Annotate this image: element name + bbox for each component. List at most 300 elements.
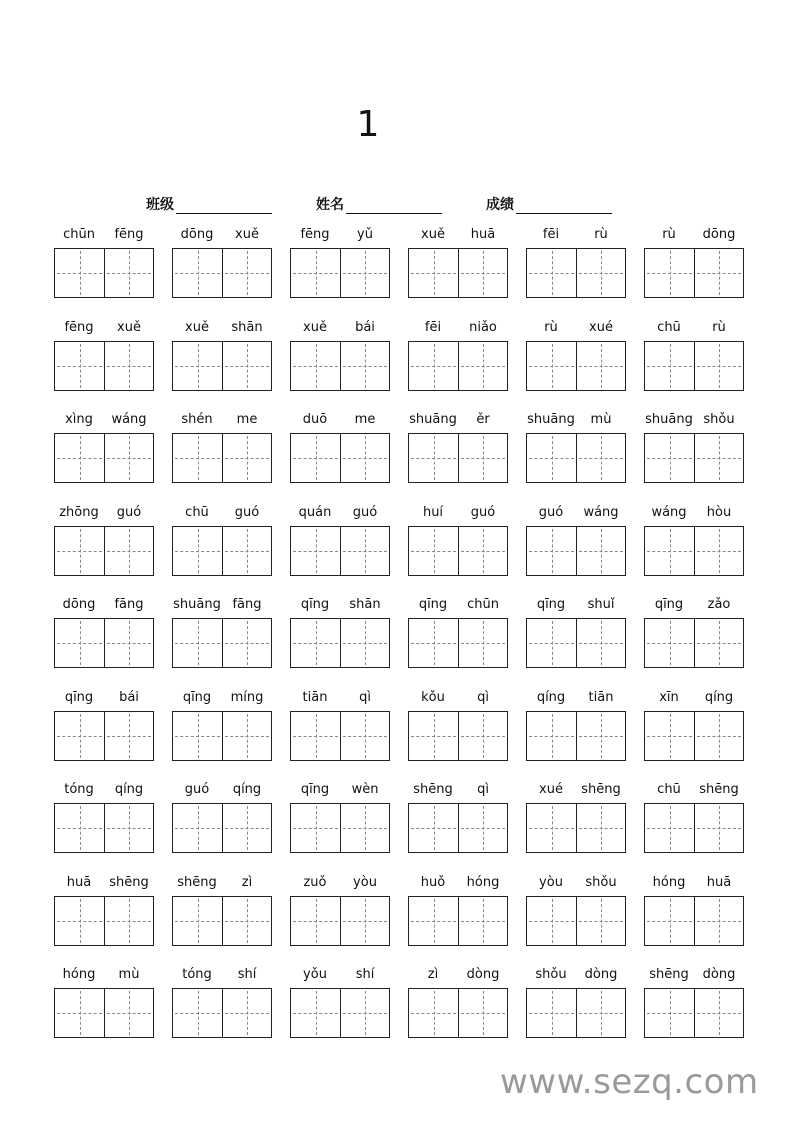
pinyin-syllable: ěr bbox=[476, 412, 490, 427]
name-field[interactable] bbox=[316, 194, 442, 214]
pinyin-syllable: shǒu bbox=[703, 412, 735, 427]
tian-zi-ge-boxes bbox=[290, 711, 390, 761]
pinyin-syllable: shǒu bbox=[535, 967, 567, 982]
horizontal-guide-line bbox=[647, 643, 692, 644]
character-writing-cell[interactable] bbox=[694, 434, 743, 482]
horizontal-guide-line bbox=[697, 273, 741, 274]
tian-zi-ge-boxes bbox=[408, 618, 508, 668]
horizontal-guide-line bbox=[529, 736, 574, 737]
horizontal-guide-line bbox=[225, 643, 269, 644]
character-writing-cell[interactable] bbox=[291, 527, 340, 575]
tian-zi-ge-boxes bbox=[526, 433, 626, 483]
student-info-header bbox=[0, 194, 800, 216]
horizontal-guide-line bbox=[107, 921, 151, 922]
character-writing-cell[interactable] bbox=[340, 897, 389, 945]
character-writing-cell[interactable] bbox=[55, 989, 104, 1037]
horizontal-guide-line bbox=[293, 921, 338, 922]
character-writing-cell[interactable] bbox=[645, 434, 694, 482]
pinyin-syllable: zuǒ bbox=[303, 875, 327, 890]
horizontal-guide-line bbox=[57, 921, 102, 922]
horizontal-guide-line bbox=[57, 551, 102, 552]
tian-zi-ge-boxes bbox=[54, 803, 154, 853]
horizontal-guide-line bbox=[461, 1013, 505, 1014]
pinyin-syllable: yòu bbox=[353, 875, 377, 890]
character-writing-cell[interactable] bbox=[576, 434, 625, 482]
pinyin-syllable: fāng bbox=[114, 597, 144, 612]
pinyin-syllable: shuāng bbox=[645, 412, 693, 427]
horizontal-guide-line bbox=[343, 458, 387, 459]
character-writing-cell[interactable] bbox=[694, 619, 743, 667]
character-writing-cell[interactable] bbox=[104, 249, 153, 297]
character-writing-cell[interactable] bbox=[458, 897, 507, 945]
character-writing-cell[interactable] bbox=[527, 619, 576, 667]
pinyin-syllable: rù bbox=[712, 320, 726, 335]
character-writing-cell[interactable] bbox=[458, 989, 507, 1037]
pinyin-syllable: qíng bbox=[114, 782, 144, 797]
horizontal-guide-line bbox=[647, 1013, 692, 1014]
pinyin-syllable: me bbox=[236, 412, 258, 427]
class-field[interactable] bbox=[146, 194, 272, 214]
pinyin-syllable: qì bbox=[359, 690, 371, 705]
horizontal-guide-line bbox=[107, 1013, 151, 1014]
tian-zi-ge-boxes bbox=[172, 803, 272, 853]
tian-zi-ge-boxes bbox=[290, 896, 390, 946]
horizontal-guide-line bbox=[411, 458, 456, 459]
pinyin-syllable: zì bbox=[241, 875, 253, 890]
tian-zi-ge-boxes bbox=[290, 433, 390, 483]
tian-zi-ge-boxes bbox=[408, 526, 508, 576]
horizontal-guide-line bbox=[343, 551, 387, 552]
pinyin-syllable: hòu bbox=[706, 505, 732, 520]
horizontal-guide-line bbox=[107, 736, 151, 737]
tian-zi-ge-boxes bbox=[290, 526, 390, 576]
character-writing-cell[interactable] bbox=[291, 249, 340, 297]
horizontal-guide-line bbox=[579, 828, 623, 829]
horizontal-guide-line bbox=[647, 366, 692, 367]
pinyin-syllable: xuě bbox=[117, 320, 141, 335]
character-writing-cell[interactable] bbox=[576, 989, 625, 1037]
character-writing-cell[interactable] bbox=[409, 804, 458, 852]
character-writing-cell[interactable] bbox=[340, 619, 389, 667]
horizontal-guide-line bbox=[175, 643, 220, 644]
character-writing-cell[interactable] bbox=[458, 249, 507, 297]
character-writing-cell[interactable] bbox=[55, 434, 104, 482]
horizontal-guide-line bbox=[57, 736, 102, 737]
character-writing-cell[interactable] bbox=[55, 712, 104, 760]
pinyin-syllable: huā bbox=[66, 875, 92, 890]
tian-zi-ge-boxes bbox=[290, 248, 390, 298]
pinyin-syllable: shēng bbox=[177, 875, 217, 890]
pinyin-syllable: bái bbox=[355, 320, 375, 335]
character-writing-cell[interactable] bbox=[291, 712, 340, 760]
horizontal-guide-line bbox=[107, 273, 151, 274]
character-writing-cell[interactable] bbox=[694, 712, 743, 760]
pinyin-syllable: fēi bbox=[542, 227, 560, 242]
pinyin-syllable: dōng bbox=[62, 597, 96, 612]
character-writing-cell[interactable] bbox=[409, 434, 458, 482]
tian-zi-ge-boxes bbox=[408, 896, 508, 946]
pinyin-syllable: qì bbox=[477, 782, 489, 797]
tian-zi-ge-boxes bbox=[172, 433, 272, 483]
horizontal-guide-line bbox=[411, 366, 456, 367]
horizontal-guide-line bbox=[529, 458, 574, 459]
character-writing-cell[interactable] bbox=[645, 712, 694, 760]
horizontal-guide-line bbox=[175, 273, 220, 274]
tian-zi-ge-boxes bbox=[408, 711, 508, 761]
pinyin-syllable: huā bbox=[706, 875, 732, 890]
character-writing-cell[interactable] bbox=[645, 249, 694, 297]
character-writing-cell[interactable] bbox=[576, 249, 625, 297]
tian-zi-ge-boxes bbox=[54, 433, 154, 483]
tian-zi-ge-boxes bbox=[54, 618, 154, 668]
pinyin-syllable: guó bbox=[352, 505, 378, 520]
character-writing-cell[interactable] bbox=[409, 342, 458, 390]
pinyin-syllable: wáng bbox=[583, 505, 619, 520]
character-writing-cell[interactable] bbox=[458, 619, 507, 667]
character-writing-cell[interactable] bbox=[340, 712, 389, 760]
pinyin-syllable: wáng bbox=[111, 412, 147, 427]
pinyin-syllable: guó bbox=[538, 505, 564, 520]
character-writing-cell[interactable] bbox=[340, 804, 389, 852]
tian-zi-ge-boxes bbox=[290, 618, 390, 668]
pinyin-syllable: zǎo bbox=[707, 597, 731, 612]
character-writing-cell[interactable] bbox=[173, 342, 222, 390]
character-writing-cell[interactable] bbox=[104, 619, 153, 667]
character-writing-cell[interactable] bbox=[694, 527, 743, 575]
pinyin-syllable: dòng bbox=[466, 967, 500, 982]
horizontal-guide-line bbox=[293, 366, 338, 367]
horizontal-guide-line bbox=[225, 366, 269, 367]
horizontal-guide-line bbox=[697, 643, 741, 644]
horizontal-guide-line bbox=[107, 458, 151, 459]
horizontal-guide-line bbox=[529, 366, 574, 367]
character-writing-cell[interactable] bbox=[222, 249, 271, 297]
character-writing-cell[interactable] bbox=[340, 527, 389, 575]
horizontal-guide-line bbox=[175, 551, 220, 552]
horizontal-guide-line bbox=[343, 273, 387, 274]
character-writing-cell[interactable] bbox=[340, 342, 389, 390]
character-writing-cell[interactable] bbox=[645, 989, 694, 1037]
pinyin-syllable: yòu bbox=[539, 875, 563, 890]
page-number: 1 bbox=[356, 104, 380, 145]
character-writing-cell[interactable] bbox=[458, 434, 507, 482]
tian-zi-ge-boxes bbox=[644, 711, 744, 761]
pinyin-syllable: rù bbox=[594, 227, 608, 242]
character-writing-cell[interactable] bbox=[694, 989, 743, 1037]
horizontal-guide-line bbox=[697, 828, 741, 829]
pinyin-syllable: tiān bbox=[302, 690, 328, 705]
character-writing-cell[interactable] bbox=[645, 527, 694, 575]
pinyin-syllable: wáng bbox=[651, 505, 687, 520]
horizontal-guide-line bbox=[225, 736, 269, 737]
character-writing-cell[interactable] bbox=[458, 712, 507, 760]
horizontal-guide-line bbox=[579, 736, 623, 737]
horizontal-guide-line bbox=[579, 273, 623, 274]
character-writing-cell[interactable] bbox=[222, 712, 271, 760]
character-writing-cell[interactable] bbox=[222, 434, 271, 482]
horizontal-guide-line bbox=[225, 273, 269, 274]
pinyin-syllable: dōng bbox=[702, 227, 736, 242]
tian-zi-ge-boxes bbox=[526, 988, 626, 1038]
character-writing-cell[interactable] bbox=[527, 897, 576, 945]
tian-zi-ge-boxes bbox=[644, 248, 744, 298]
character-writing-cell[interactable] bbox=[340, 434, 389, 482]
tian-zi-ge-boxes bbox=[408, 341, 508, 391]
horizontal-guide-line bbox=[461, 273, 505, 274]
character-writing-cell[interactable] bbox=[173, 434, 222, 482]
character-writing-cell[interactable] bbox=[409, 712, 458, 760]
pinyin-syllable: chūn bbox=[467, 597, 499, 612]
character-writing-cell[interactable] bbox=[222, 619, 271, 667]
horizontal-guide-line bbox=[343, 643, 387, 644]
tian-zi-ge-boxes bbox=[290, 988, 390, 1038]
character-writing-cell[interactable] bbox=[458, 342, 507, 390]
tian-zi-ge-boxes bbox=[408, 803, 508, 853]
character-writing-cell[interactable] bbox=[55, 804, 104, 852]
character-writing-cell[interactable] bbox=[645, 619, 694, 667]
pinyin-syllable: qīng bbox=[182, 690, 212, 705]
horizontal-guide-line bbox=[343, 366, 387, 367]
horizontal-guide-line bbox=[461, 736, 505, 737]
tian-zi-ge-boxes bbox=[526, 618, 626, 668]
pinyin-syllable: chū bbox=[657, 320, 681, 335]
pinyin-syllable: shān bbox=[231, 320, 263, 335]
tian-zi-ge-boxes bbox=[54, 248, 154, 298]
pinyin-syllable: xué bbox=[539, 782, 563, 797]
character-writing-cell[interactable] bbox=[55, 527, 104, 575]
character-writing-cell[interactable] bbox=[291, 342, 340, 390]
character-writing-cell[interactable] bbox=[576, 342, 625, 390]
character-writing-cell[interactable] bbox=[55, 249, 104, 297]
character-writing-cell[interactable] bbox=[645, 342, 694, 390]
horizontal-guide-line bbox=[293, 736, 338, 737]
horizontal-guide-line bbox=[293, 458, 338, 459]
character-writing-cell[interactable] bbox=[104, 527, 153, 575]
character-writing-cell[interactable] bbox=[104, 712, 153, 760]
character-writing-cell[interactable] bbox=[645, 897, 694, 945]
pinyin-syllable: mù bbox=[590, 412, 612, 427]
pinyin-syllable: shuāng bbox=[409, 412, 457, 427]
horizontal-guide-line bbox=[293, 273, 338, 274]
character-writing-cell[interactable] bbox=[173, 897, 222, 945]
character-writing-cell[interactable] bbox=[222, 527, 271, 575]
character-writing-cell[interactable] bbox=[55, 342, 104, 390]
horizontal-guide-line bbox=[697, 921, 741, 922]
pinyin-syllable: dòng bbox=[584, 967, 618, 982]
pinyin-syllable: shén bbox=[181, 412, 213, 427]
pinyin-syllable: fēng bbox=[64, 320, 94, 335]
pinyin-syllable: zhōng bbox=[59, 505, 99, 520]
tian-zi-ge-boxes bbox=[172, 341, 272, 391]
pinyin-syllable: qíng bbox=[232, 782, 262, 797]
character-writing-cell[interactable] bbox=[694, 897, 743, 945]
character-writing-cell[interactable] bbox=[576, 804, 625, 852]
pinyin-syllable: qīng bbox=[536, 597, 566, 612]
horizontal-guide-line bbox=[107, 366, 151, 367]
character-writing-cell[interactable] bbox=[409, 527, 458, 575]
horizontal-guide-line bbox=[175, 921, 220, 922]
horizontal-guide-line bbox=[461, 366, 505, 367]
horizontal-guide-line bbox=[461, 643, 505, 644]
pinyin-syllable: qì bbox=[477, 690, 489, 705]
horizontal-guide-line bbox=[225, 921, 269, 922]
character-writing-cell[interactable] bbox=[409, 897, 458, 945]
character-writing-cell[interactable] bbox=[291, 619, 340, 667]
character-writing-cell[interactable] bbox=[222, 989, 271, 1037]
pinyin-syllable: fēng bbox=[114, 227, 144, 242]
pinyin-syllable: xìng bbox=[65, 412, 93, 427]
character-writing-cell[interactable] bbox=[527, 342, 576, 390]
character-writing-cell[interactable] bbox=[527, 249, 576, 297]
pinyin-syllable: xuě bbox=[185, 320, 209, 335]
horizontal-guide-line bbox=[57, 828, 102, 829]
horizontal-guide-line bbox=[461, 828, 505, 829]
horizontal-guide-line bbox=[529, 921, 574, 922]
character-writing-cell[interactable] bbox=[576, 527, 625, 575]
horizontal-guide-line bbox=[579, 643, 623, 644]
pinyin-syllable: chū bbox=[657, 782, 681, 797]
horizontal-guide-line bbox=[175, 736, 220, 737]
pinyin-syllable: fēng bbox=[300, 227, 330, 242]
horizontal-guide-line bbox=[411, 828, 456, 829]
horizontal-guide-line bbox=[529, 273, 574, 274]
character-writing-cell[interactable] bbox=[576, 619, 625, 667]
horizontal-guide-line bbox=[343, 828, 387, 829]
score-field[interactable] bbox=[486, 194, 612, 214]
horizontal-guide-line bbox=[461, 551, 505, 552]
character-writing-cell[interactable] bbox=[173, 527, 222, 575]
character-writing-cell[interactable] bbox=[104, 434, 153, 482]
tian-zi-ge-boxes bbox=[172, 896, 272, 946]
character-writing-cell[interactable] bbox=[409, 989, 458, 1037]
character-writing-cell[interactable] bbox=[291, 434, 340, 482]
pinyin-syllable: huǒ bbox=[420, 875, 446, 890]
tian-zi-ge-boxes bbox=[644, 803, 744, 853]
character-writing-cell[interactable] bbox=[173, 804, 222, 852]
character-writing-cell[interactable] bbox=[55, 897, 104, 945]
pinyin-syllable: duō bbox=[302, 412, 328, 427]
character-writing-cell[interactable] bbox=[291, 804, 340, 852]
pinyin-syllable: rù bbox=[662, 227, 676, 242]
tian-zi-ge-boxes bbox=[644, 526, 744, 576]
tian-zi-ge-boxes bbox=[172, 711, 272, 761]
horizontal-guide-line bbox=[697, 736, 741, 737]
character-writing-cell[interactable] bbox=[527, 434, 576, 482]
tian-zi-ge-boxes bbox=[172, 526, 272, 576]
horizontal-guide-line bbox=[411, 551, 456, 552]
character-writing-cell[interactable] bbox=[340, 249, 389, 297]
horizontal-guide-line bbox=[343, 736, 387, 737]
character-writing-cell[interactable] bbox=[222, 804, 271, 852]
pinyin-syllable: quán bbox=[298, 505, 332, 520]
character-writing-cell[interactable] bbox=[173, 712, 222, 760]
character-writing-cell[interactable] bbox=[104, 804, 153, 852]
horizontal-guide-line bbox=[647, 551, 692, 552]
character-writing-cell[interactable] bbox=[527, 804, 576, 852]
pinyin-syllable: kǒu bbox=[421, 690, 445, 705]
horizontal-guide-line bbox=[107, 643, 151, 644]
pinyin-syllable: dòng bbox=[702, 967, 736, 982]
character-writing-cell[interactable] bbox=[173, 249, 222, 297]
name-blank[interactable] bbox=[346, 197, 442, 214]
pinyin-syllable: niǎo bbox=[469, 320, 497, 335]
horizontal-guide-line bbox=[697, 551, 741, 552]
character-writing-cell[interactable] bbox=[222, 342, 271, 390]
class-blank[interactable] bbox=[176, 197, 272, 214]
horizontal-guide-line bbox=[697, 1013, 741, 1014]
tian-zi-ge-boxes bbox=[54, 988, 154, 1038]
pinyin-syllable: tiān bbox=[588, 690, 614, 705]
character-writing-cell[interactable] bbox=[645, 804, 694, 852]
tian-zi-ge-boxes bbox=[526, 248, 626, 298]
character-writing-cell[interactable] bbox=[104, 897, 153, 945]
character-writing-cell[interactable] bbox=[173, 619, 222, 667]
pinyin-syllable: yǔ bbox=[357, 227, 373, 242]
pinyin-syllable: míng bbox=[230, 690, 264, 705]
character-writing-cell[interactable] bbox=[340, 989, 389, 1037]
character-writing-cell[interactable] bbox=[458, 527, 507, 575]
pinyin-syllable: guó bbox=[116, 505, 142, 520]
pinyin-syllable: zì bbox=[427, 967, 439, 982]
tian-zi-ge-boxes bbox=[290, 341, 390, 391]
character-writing-cell[interactable] bbox=[409, 249, 458, 297]
horizontal-guide-line bbox=[225, 828, 269, 829]
character-writing-cell[interactable] bbox=[576, 897, 625, 945]
tian-zi-ge-boxes bbox=[644, 988, 744, 1038]
pinyin-syllable: qīng bbox=[300, 782, 330, 797]
tian-zi-ge-boxes bbox=[526, 896, 626, 946]
character-writing-cell[interactable] bbox=[527, 527, 576, 575]
horizontal-guide-line bbox=[579, 366, 623, 367]
horizontal-guide-line bbox=[697, 458, 741, 459]
character-writing-cell[interactable] bbox=[694, 249, 743, 297]
tian-zi-ge-boxes bbox=[526, 803, 626, 853]
tian-zi-ge-boxes bbox=[172, 618, 272, 668]
horizontal-guide-line bbox=[293, 1013, 338, 1014]
character-writing-cell[interactable] bbox=[409, 619, 458, 667]
horizontal-guide-line bbox=[57, 273, 102, 274]
horizontal-guide-line bbox=[175, 828, 220, 829]
pinyin-syllable: huí bbox=[422, 505, 444, 520]
character-writing-cell[interactable] bbox=[458, 804, 507, 852]
score-blank[interactable] bbox=[516, 197, 612, 214]
horizontal-guide-line bbox=[461, 458, 505, 459]
character-writing-cell[interactable] bbox=[55, 619, 104, 667]
character-writing-cell[interactable] bbox=[527, 712, 576, 760]
character-writing-cell[interactable] bbox=[694, 804, 743, 852]
pinyin-syllable: guó bbox=[470, 505, 496, 520]
tian-zi-ge-boxes bbox=[172, 988, 272, 1038]
character-writing-cell[interactable] bbox=[222, 897, 271, 945]
horizontal-guide-line bbox=[647, 273, 692, 274]
character-writing-cell[interactable] bbox=[527, 989, 576, 1037]
horizontal-guide-line bbox=[529, 828, 574, 829]
pinyin-syllable: qīng bbox=[418, 597, 448, 612]
character-writing-cell[interactable] bbox=[104, 342, 153, 390]
pinyin-syllable: tóng bbox=[64, 782, 94, 797]
tian-zi-ge-boxes bbox=[526, 711, 626, 761]
pinyin-syllable: xué bbox=[589, 320, 613, 335]
character-writing-cell[interactable] bbox=[694, 342, 743, 390]
pinyin-syllable: shuǐ bbox=[587, 597, 615, 612]
horizontal-guide-line bbox=[579, 1013, 623, 1014]
character-writing-cell[interactable] bbox=[173, 989, 222, 1037]
character-writing-cell[interactable] bbox=[104, 989, 153, 1037]
character-writing-cell[interactable] bbox=[291, 989, 340, 1037]
character-writing-cell[interactable] bbox=[291, 897, 340, 945]
horizontal-guide-line bbox=[225, 551, 269, 552]
character-writing-cell[interactable] bbox=[576, 712, 625, 760]
